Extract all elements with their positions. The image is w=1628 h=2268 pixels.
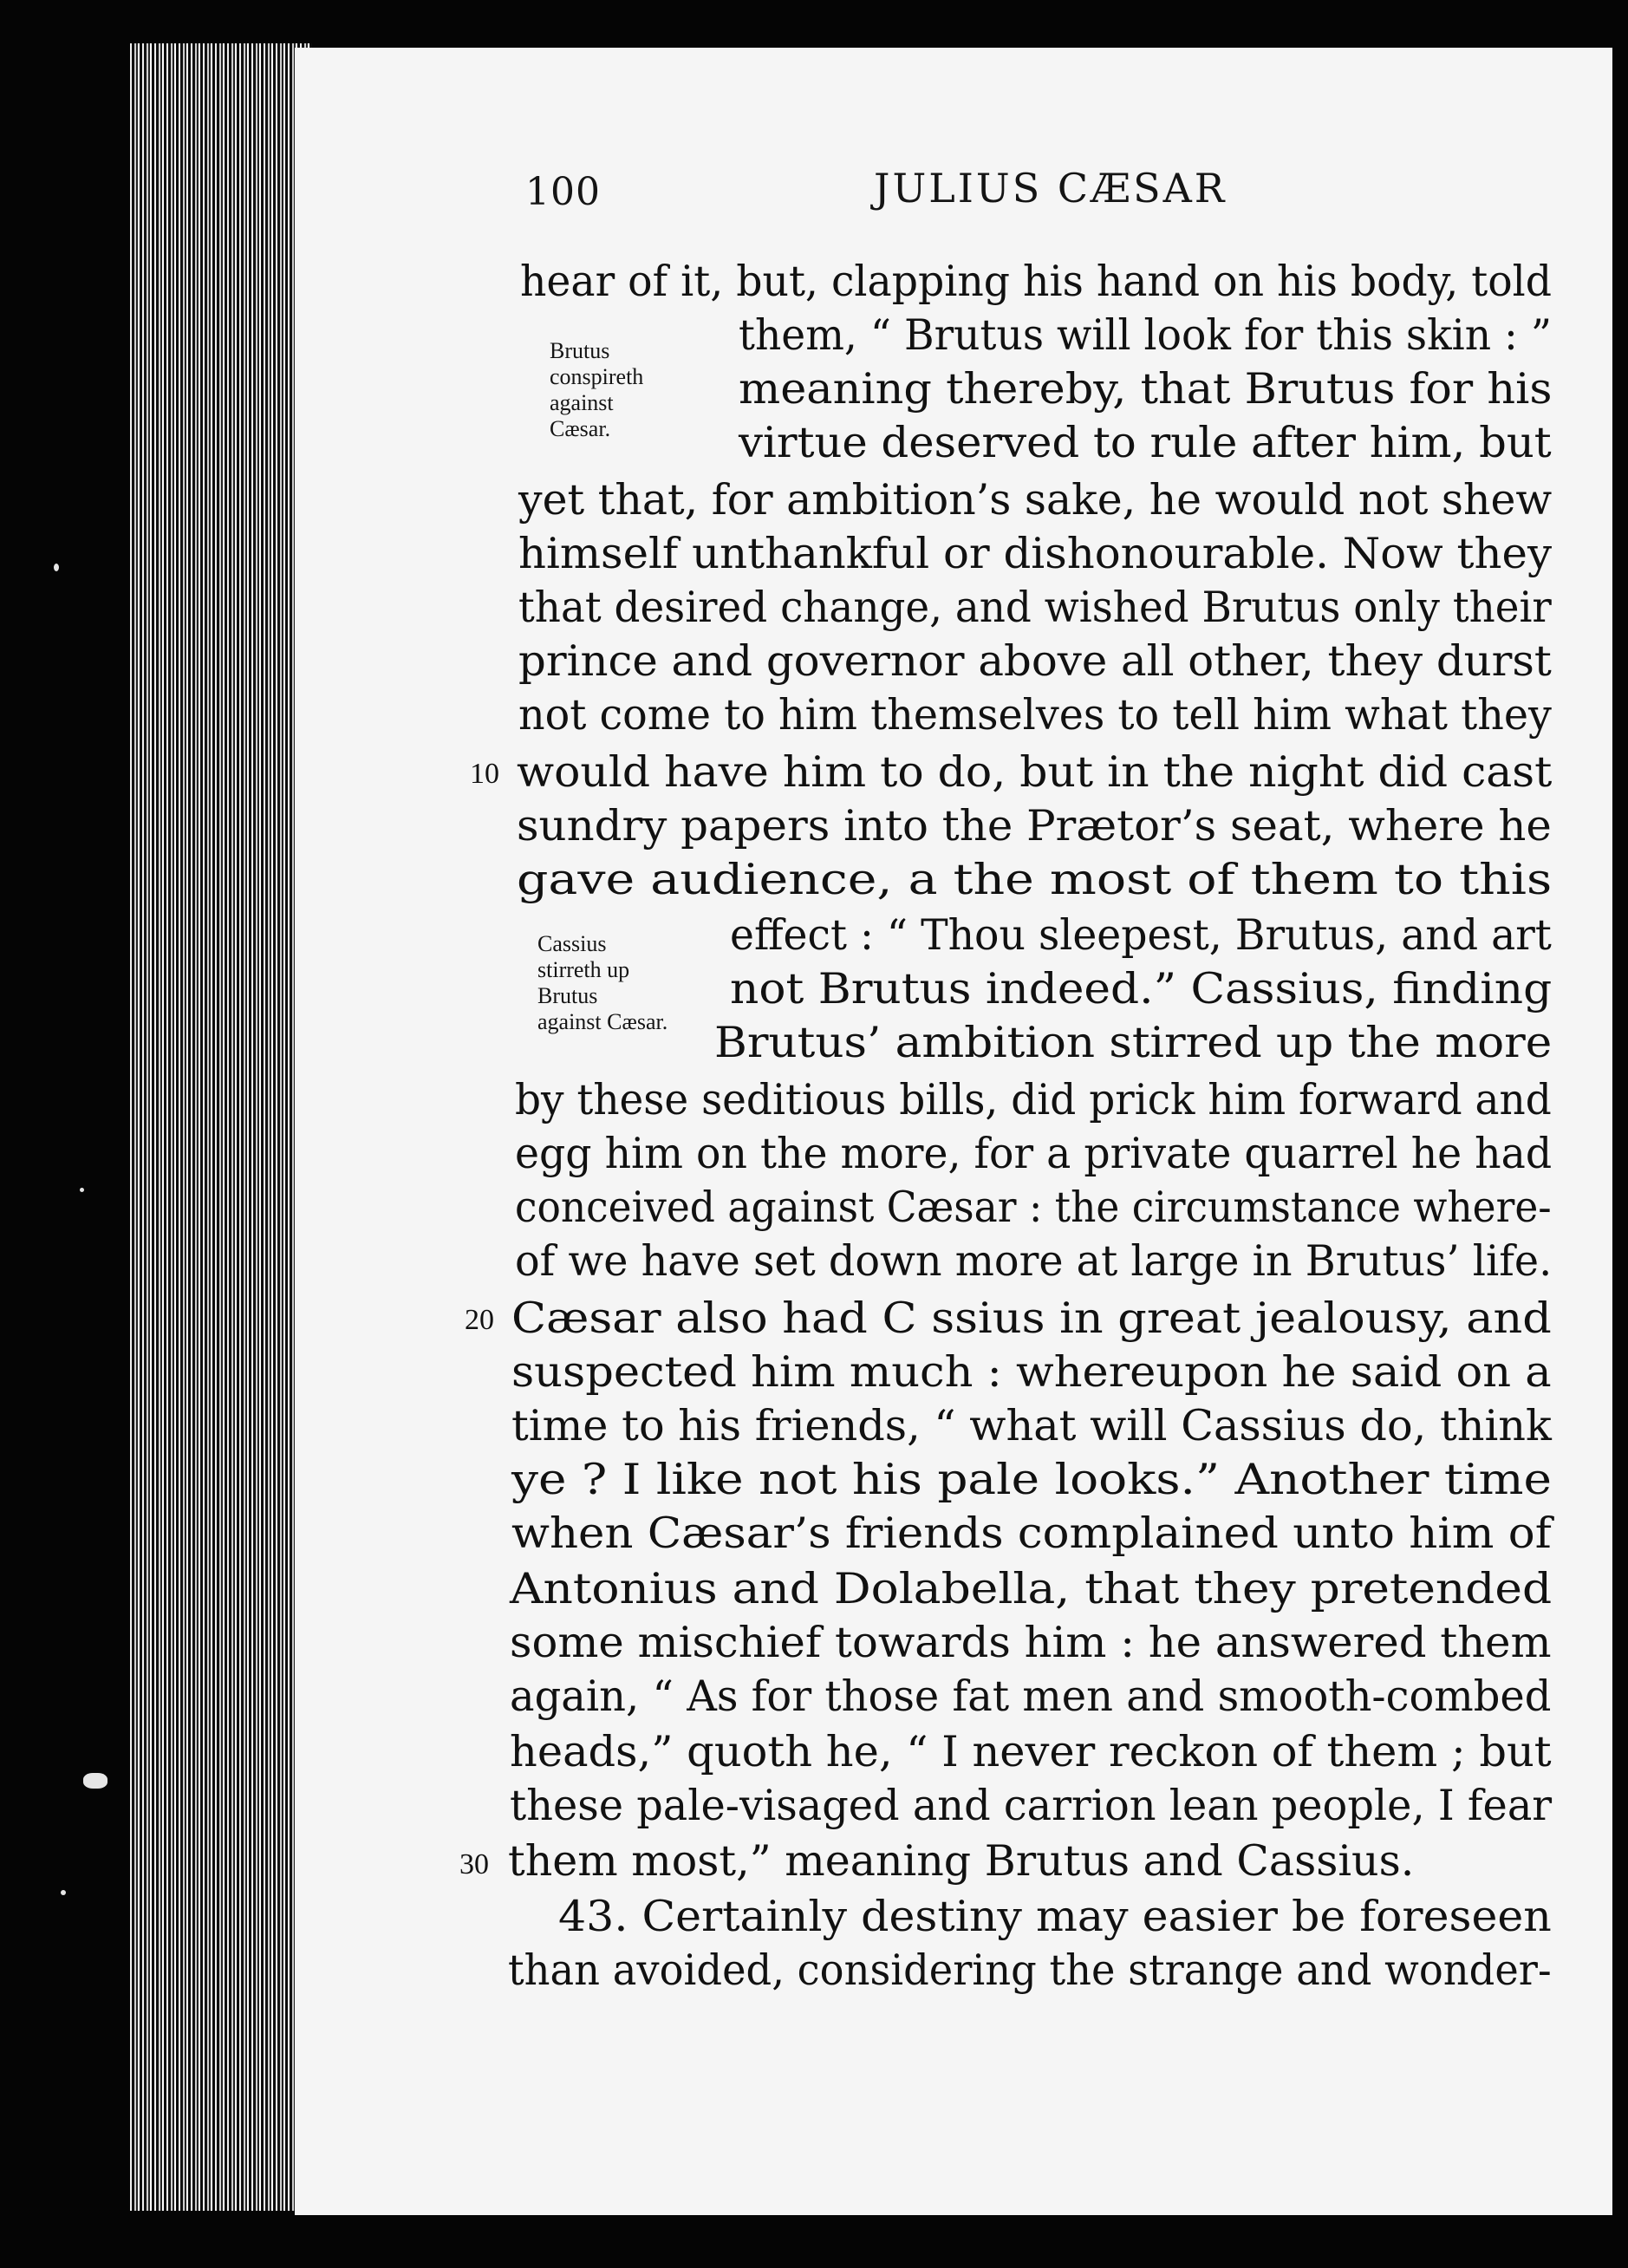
scan-speck xyxy=(54,564,59,571)
line-number: 30 xyxy=(459,1848,489,1880)
text-line: them most,” meaning Brutus and Cassius. xyxy=(508,1836,1415,1886)
text-line: when Cæsar’s friends complained unto him of xyxy=(511,1509,1552,1558)
margin-note-line: against xyxy=(550,389,614,415)
margin-note-line: Brutus xyxy=(550,338,610,363)
margin-note xyxy=(550,338,643,442)
text-line: hear of it, but, clapping his hand on his body, told xyxy=(520,257,1553,306)
running-title: JULIUS CÆSAR xyxy=(874,165,1228,212)
text-line: himself unthankful or dishonourable. Now they xyxy=(518,529,1553,578)
page-number: 100 xyxy=(525,170,601,214)
text-line: prince and governor above all other, they durst xyxy=(518,636,1552,686)
text-line: not come to him themselves to tell him what they xyxy=(518,690,1552,740)
margin-note-line: against Cæsar. xyxy=(537,1008,668,1034)
text-line: Antonius and Dolabella, that they pretended xyxy=(510,1564,1553,1613)
text-line: that desired change, and wished Brutus only their xyxy=(518,583,1552,632)
margin-note-line: Cæsar. xyxy=(550,415,611,441)
text-line: gave audience, a the most of them to this xyxy=(517,855,1553,904)
text-line: of we have set down more at large in Brutus’ life. xyxy=(515,1236,1553,1286)
text-line: than avoided, considering the strange and wonder- xyxy=(508,1945,1552,1995)
text-line: them, “ Brutus will look for this skin : ” xyxy=(739,310,1553,360)
scan-speck xyxy=(80,1188,84,1192)
text-line: heads,” quoth he, “ I never reckon of them ; but xyxy=(510,1727,1552,1776)
text-line: virtue deserved to rule after him, but xyxy=(739,418,1552,467)
text-line: effect : “ Thou sleepest, Brutus, and art xyxy=(730,910,1552,960)
scan-speck xyxy=(61,1890,66,1895)
book-page-edges xyxy=(130,43,312,2211)
scan-speck xyxy=(83,1773,107,1789)
line-number: 10 xyxy=(470,758,499,790)
text-line: sundry papers into the Prætor’s seat, where he xyxy=(517,801,1552,850)
text-line: egg him on the more, for a private quarrel he had xyxy=(515,1129,1553,1178)
text-line: 43. Certainly destiny may easier be foreseen xyxy=(558,1892,1552,1941)
text-line: conceived against Cæsar : the circumstance where- xyxy=(515,1183,1552,1232)
margin-note xyxy=(537,931,667,1035)
line-number: 20 xyxy=(465,1304,494,1336)
text-line: ye ? I like not his pale looks.” Another time xyxy=(511,1455,1552,1504)
margin-note-line: conspireth xyxy=(550,363,644,389)
text-line: again, “ As for those fat men and smooth-combed xyxy=(510,1672,1552,1721)
margin-note-line: stirreth up xyxy=(537,956,630,982)
text-line: time to his friends, “ what will Cassius do, think xyxy=(511,1401,1552,1450)
text-line: these pale-visaged and carrion lean people, I fear xyxy=(510,1781,1553,1830)
text-line: meaning thereby, that Brutus for his xyxy=(739,364,1553,414)
text-line: Brutus’ ambition stirred up the more xyxy=(714,1018,1553,1067)
text-line: Cæsar also had C ssius in great jealousy, and xyxy=(511,1294,1552,1343)
text-line: yet that, for ambition’s sake, he would not shew xyxy=(518,475,1553,525)
text-line: suspected him much : whereupon he said on a xyxy=(511,1347,1552,1397)
text-line: some mischief towards him : he answered them xyxy=(510,1618,1552,1667)
margin-note-line: Cassius xyxy=(537,931,607,956)
margin-note-line: Brutus xyxy=(537,982,598,1008)
text-line: not Brutus indeed.” Cassius, finding xyxy=(730,964,1553,1013)
text-line: would have him to do, but in the night did cast xyxy=(517,747,1553,797)
text-line: by these seditious bills, did prick him forward and xyxy=(515,1075,1552,1124)
